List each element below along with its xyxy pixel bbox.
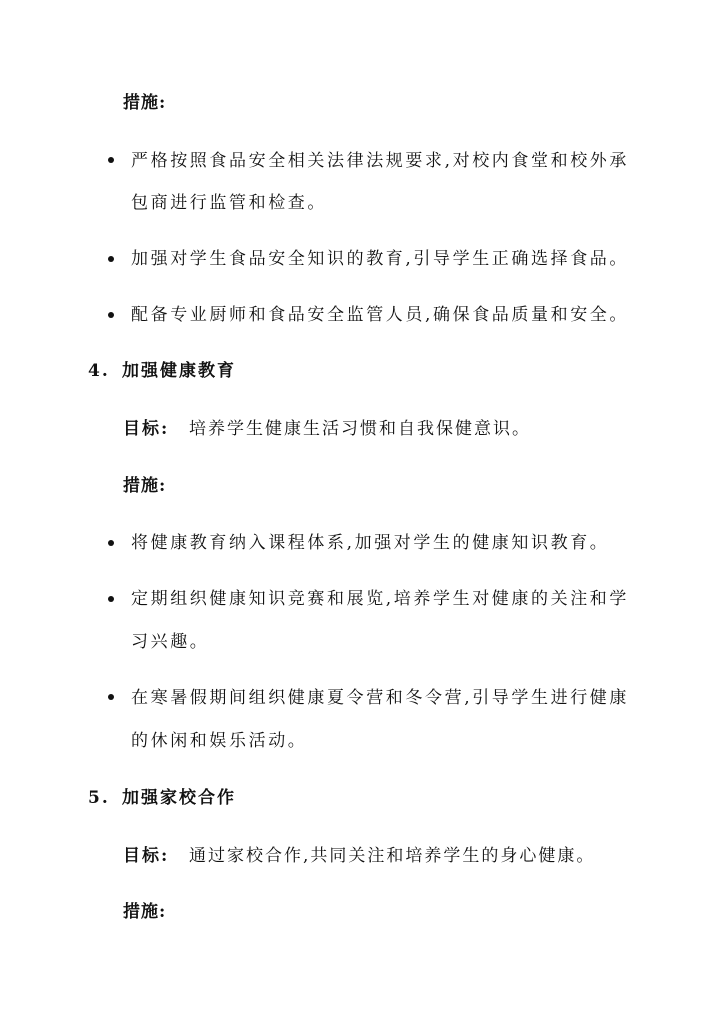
bullet-icon	[108, 312, 114, 318]
section-number: 4.	[88, 361, 110, 381]
list-item-text-continued: 习兴趣。	[131, 632, 210, 652]
bullet-icon	[108, 694, 114, 700]
list-item-text: 在寒暑假期间组织健康夏令营和冬令营,引导学生进行健康	[131, 688, 630, 708]
measures-label: 措施:	[123, 93, 167, 113]
goal-row	[123, 841, 595, 866]
section-title: 加强家校合作	[122, 788, 236, 808]
goal-label: 目标:	[123, 419, 170, 439]
list-item-text: 严格按照食品安全相关法律法规要求,对校内食堂和校外承	[131, 151, 630, 171]
measures-label: 措施:	[123, 902, 167, 922]
section-title: 加强健康教育	[122, 361, 236, 381]
list-item-text: 定期组织健康知识竞赛和展览,培养学生对健康的关注和学	[131, 589, 630, 609]
goal-text: 培养学生健康生活习惯和自我保健意识。	[189, 419, 531, 439]
bullet-icon	[108, 256, 114, 262]
bullet-icon	[108, 157, 114, 163]
list-item-text-continued: 的休闲和娱乐活动。	[131, 731, 308, 751]
goal-text: 通过家校合作,共同关注和培养学生的身心健康。	[189, 846, 596, 866]
section-heading	[88, 783, 236, 808]
bullet-icon	[108, 540, 114, 546]
goal-label: 目标:	[123, 846, 170, 866]
goal-row	[123, 414, 531, 439]
section-number: 5.	[88, 788, 110, 808]
list-item-text: 配备专业厨师和食品安全监管人员,确保食品质量和安全。	[131, 305, 630, 325]
bullet-icon	[108, 596, 114, 602]
list-item-text: 加强对学生食品安全知识的教育,引导学生正确选择食品。	[131, 249, 630, 269]
list-item-text: 将健康教育纳入课程体系,加强对学生的健康知识教育。	[131, 533, 610, 553]
measures-label: 措施:	[123, 476, 167, 496]
list-item-text-continued: 包商进行监管和检查。	[131, 193, 327, 213]
section-heading	[88, 356, 236, 381]
